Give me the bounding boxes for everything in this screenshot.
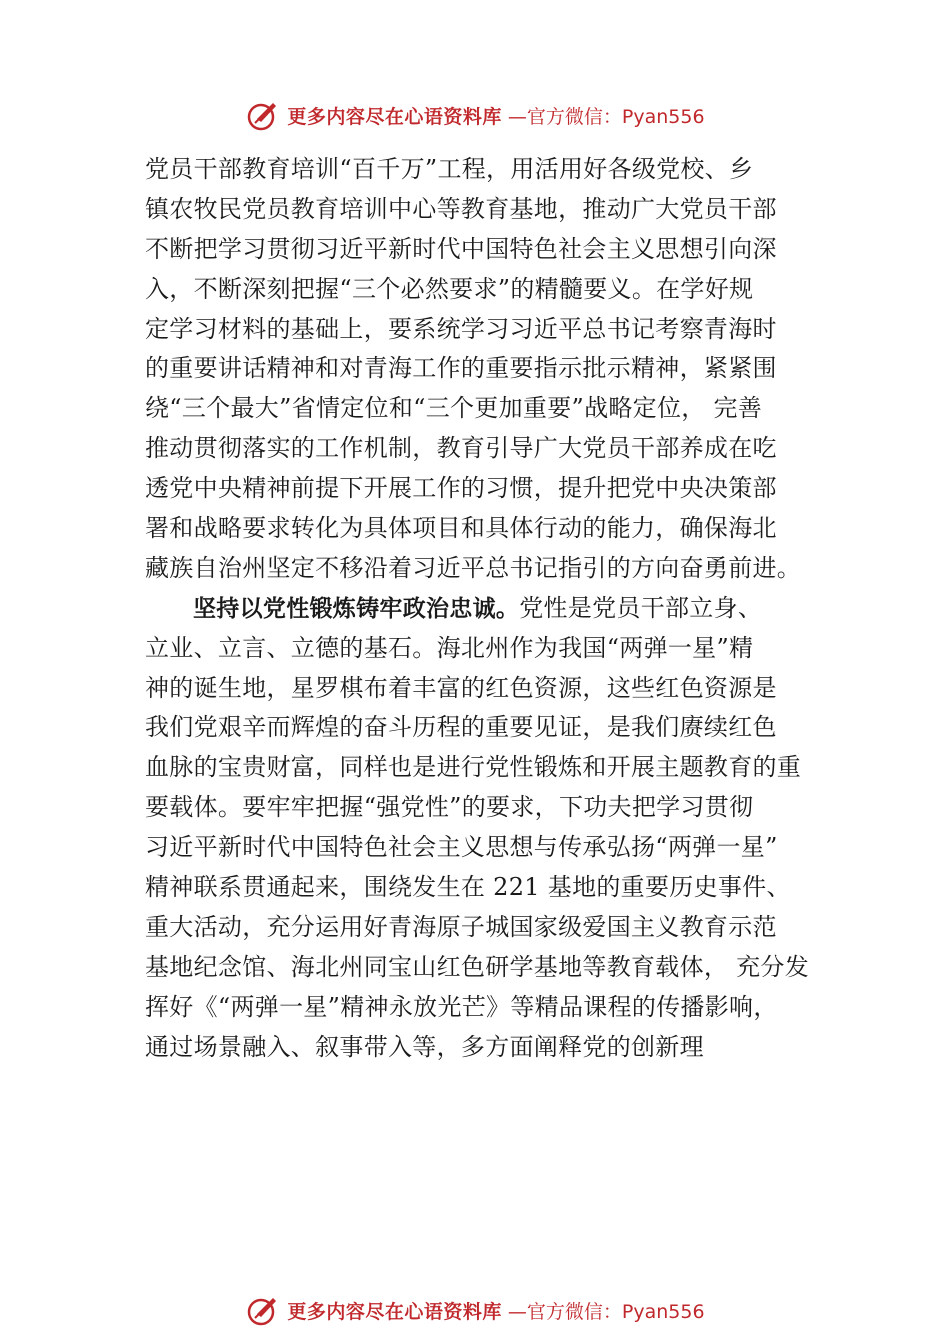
text-line: 的重要讲话精神和对青海工作的重要指示批示精神，紧紧围 <box>145 354 777 383</box>
paragraph-2 <box>145 629 835 1068</box>
banner-title: 更多内容尽在心语资料库 <box>287 1300 502 1323</box>
banner-contact: —官方微信：Pyan556 <box>507 105 705 128</box>
text-line: 习近平新时代中国特色社会主义思想与传承弘扬“两弹一星” <box>145 833 778 862</box>
document-body <box>145 150 835 1067</box>
text-line: 藏族自治州坚定不移沿着习近平总书记指引的方向奋勇前进。 <box>145 553 802 582</box>
text-line: 血脉的宝贵财富，同样也是进行党性锻炼和开展主题教育的重 <box>145 753 802 782</box>
text-line: 党员干部教育培训“百千万”工程，用活用好各级党校、乡 <box>145 155 754 183</box>
text-line: 立业、立言、立德的基石。海北州作为我国“两弹一星”精 <box>145 633 754 662</box>
text-line: 绕“三个最大”省情定位和“三个更加重要”战略定位， 完善 <box>145 394 763 423</box>
text-line: 透党中央精神前提下开展工作的习惯，提升把党中央决策部 <box>145 474 777 503</box>
paragraph-2-first-line <box>145 589 835 629</box>
footer-banner <box>0 1290 950 1330</box>
text-line: 通过场景融入、叙事带入等，多方面阐释党的创新理 <box>145 1032 704 1061</box>
text-line: 神的诞生地，星罗棋布着丰富的红色资源，这些红色资源是 <box>145 673 777 702</box>
text-line: 署和战略要求转化为具体项目和具体行动的能力，确保海北 <box>145 514 777 543</box>
text-line: 精神联系贯通起来，围绕发生在 221 基地的重要历史事件、 <box>145 873 791 902</box>
text-line: 定学习材料的基础上，要系统学习习近平总书记考察青海时 <box>145 314 777 343</box>
quill-logo-icon <box>245 97 281 133</box>
text-line: 镇农牧民党员教育培训中心等教育基地，推动广大党员干部 <box>145 194 777 223</box>
header-banner <box>0 95 950 135</box>
quill-logo-icon <box>245 1292 281 1328</box>
text-line: 入，不断深刻把握“三个必然要求”的精髓要义。在学好规 <box>145 274 754 303</box>
banner-contact: —官方微信：Pyan556 <box>507 1300 705 1323</box>
banner-title: 更多内容尽在心语资料库 <box>287 105 502 128</box>
text-line: 挥好《“两弹一星”精神永放光芒》等精品课程的传播影响， <box>145 992 778 1021</box>
text-line: 要载体。要牢牢把握“强党性”的要求，下功夫把学习贯彻 <box>145 793 754 822</box>
paragraph-2-first-text: 党性是党员干部立身、 <box>519 593 763 622</box>
text-line: 我们党艰辛而辉煌的奋斗历程的重要见证，是我们赓续红色 <box>145 713 777 742</box>
text-line: 基地纪念馆、海北州同宝山红色研学基地等教育载体， 充分发 <box>145 952 810 981</box>
text-line: 推动贯彻落实的工作机制，教育引导广大党员干部养成在吃 <box>145 434 777 463</box>
paragraph-2-heading: 坚持以党性锻炼铸牢政治忠诚。 <box>193 595 520 622</box>
text-line: 重大活动，充分运用好青海原子城国家级爱国主义教育示范 <box>145 912 777 941</box>
text-line: 不断把学习贯彻习近平新时代中国特色社会主义思想引向深 <box>145 234 777 263</box>
paragraph-1 <box>145 150 835 589</box>
